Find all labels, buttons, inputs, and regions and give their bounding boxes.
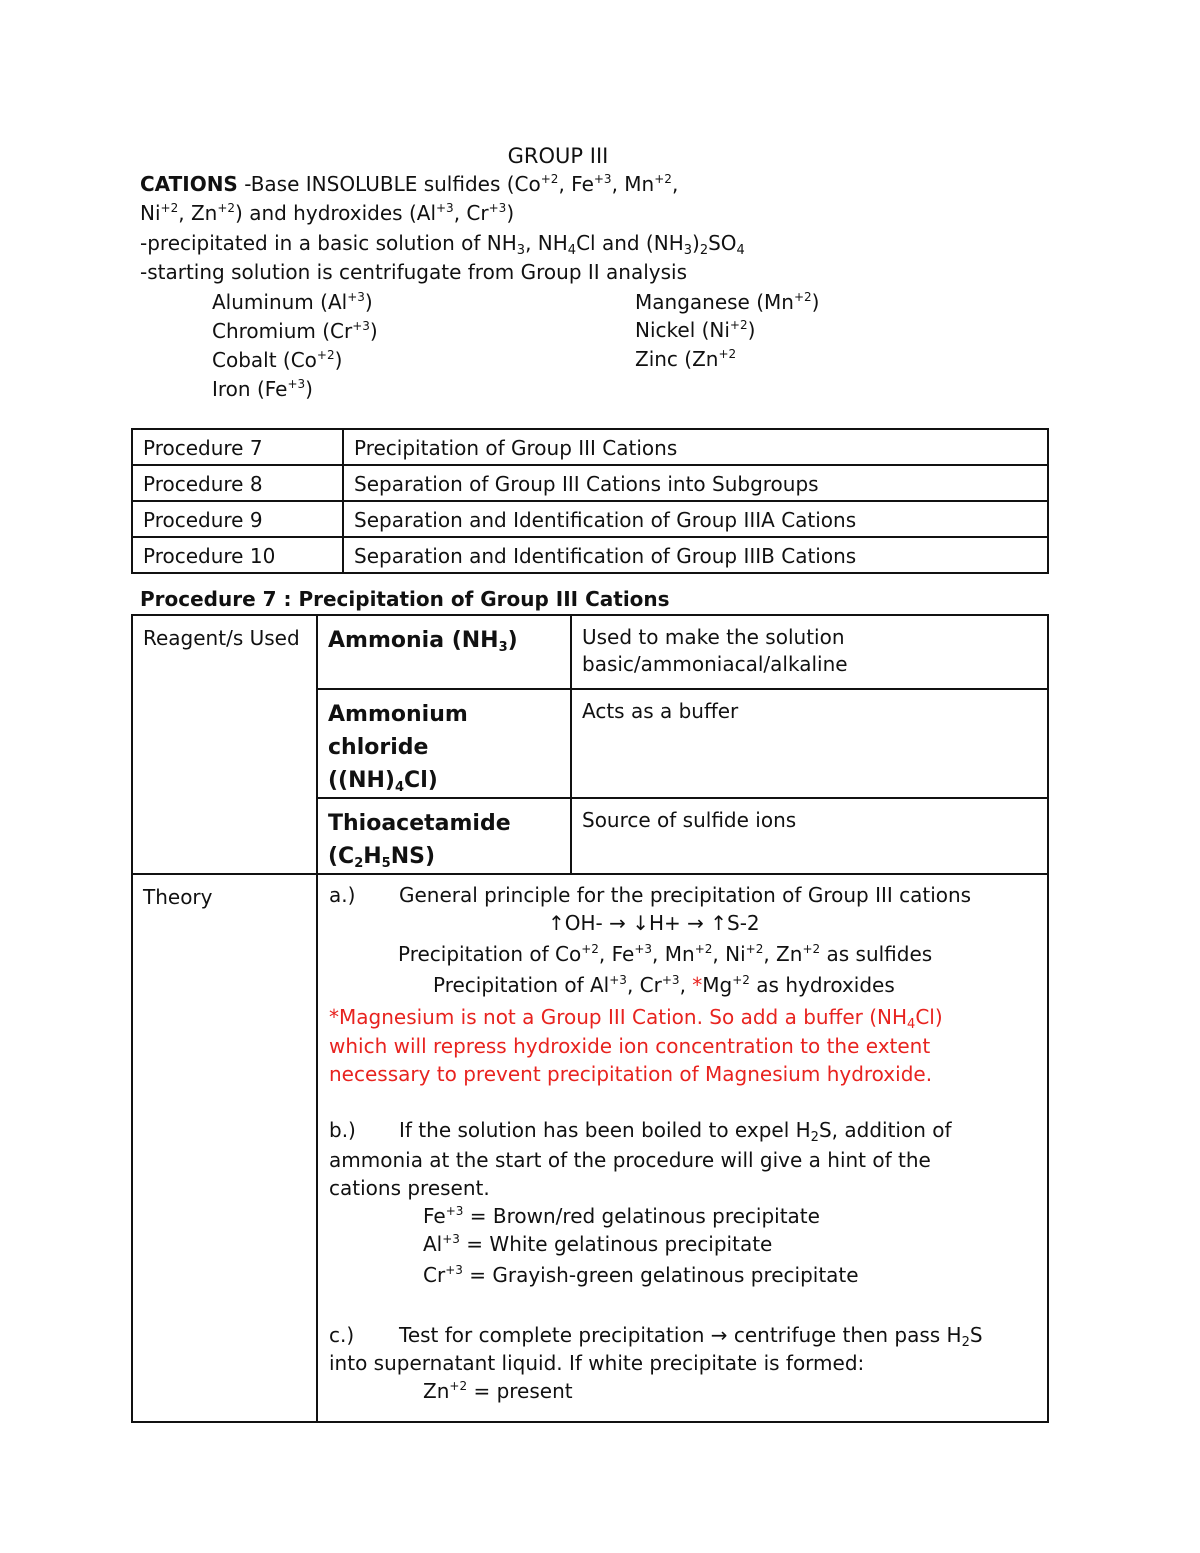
theory-c-2: into supernatant liquid. If white precipitate is formed: <box>329 1351 865 1375</box>
theory-fe: $Fe^{+3}$ = Brown/red gelatinous precipitate <box>423 1204 820 1228</box>
cation-iron: Iron $(Fe^{+3})$ <box>212 377 313 401</box>
reagent-name: Ammonium chloride $((NH)_4Cl)$ <box>317 689 571 798</box>
theory-a-arrows: ↑OH- → ↓H+ → ↑S-2 <box>548 911 760 935</box>
table-row: Procedure 7 Precipitation of Group III Cations <box>132 429 1048 465</box>
theory-a-hydroxides: Precipitation of $Al^{+3}$, $Cr^{+3}$, $*Mg^{+2}$ as hydroxides <box>433 973 895 997</box>
magnesium-note-2: which will repress hydroxide ion concentration to the extent <box>329 1034 931 1058</box>
section-title: Procedure 7 : Precipitation of Group III Cations <box>140 587 670 611</box>
cation-nickel: Nickel $(Ni^{+2})$ <box>635 318 756 342</box>
procedures-table <box>131 428 1049 574</box>
precipitated-line: -precipitated in a basic solution of $NH_3$, $NH_4Cl$ and $(NH_3)_2SO_4$ <box>140 231 745 258</box>
cations-line-1: CATIONS -Base INSOLUBLE sulfides ($Co^{+2}$, $Fe^{+3}$, $Mn^{+2}$, <box>140 172 679 196</box>
table-row <box>132 615 1048 689</box>
reagent-desc: Acts as a buffer <box>571 689 1048 798</box>
cation-zinc: Zinc ($Zn^{+2}$ <box>635 347 737 371</box>
theory-a-sulfides: Precipitation of $Co^{+2}$, $Fe^{+3}$, $Mn^{+2}$, $Ni^{+2}$, $Zn^{+2}$ as sulfides <box>398 942 933 966</box>
cations-label: CATIONS <box>140 172 238 196</box>
cation-manganese: Manganese $(Mn^{+2})$ <box>635 290 820 314</box>
table-row <box>132 874 1048 1422</box>
procedure-7-table <box>131 614 1049 1423</box>
table-row: Procedure 10 Separation and Identification of Group IIIB Cations <box>132 537 1048 573</box>
cations-line-2: $Ni^{+2}$, $Zn^{+2}$) and hydroxides ($Al^{+3}$, $Cr^{+3}$) <box>140 201 515 225</box>
theory-b: b.) If the solution has been boiled to expel $H_2S$, addition of <box>329 1118 952 1145</box>
magnesium-note-1: *Magnesium is not a Group III Cation. So add a buffer $(NH_4Cl)$ <box>329 1005 943 1032</box>
theory-label: Theory <box>132 874 317 1422</box>
theory-zn: $Zn^{+2}$ = present <box>423 1379 573 1403</box>
reagent-name: Ammonia $(NH_3)$ <box>317 615 571 689</box>
reagent-name: Thioacetamide $(C_2H_5NS)$ <box>317 798 571 874</box>
reagent-desc: Used to make the solution basic/ammoniacal/alkaline <box>571 615 1048 689</box>
theory-al: $Al^{+3}$ = White gelatinous precipitate <box>423 1232 773 1256</box>
starting-line: -starting solution is centrifugate from Group II analysis <box>140 260 688 284</box>
cation-cobalt: Cobalt $(Co^{+2})$ <box>212 348 343 372</box>
reagents-label: Reagent/s Used <box>132 615 317 874</box>
cation-chromium: Chromium $(Cr^{+3})$ <box>212 319 378 343</box>
theory-a: a.) General principle for the precipitation of Group III cations <box>329 883 972 907</box>
table-row: Procedure 8 Separation of Group III Cations into Subgroups <box>132 465 1048 501</box>
magnesium-note-3: necessary to prevent precipitation of Magnesium hydroxide. <box>329 1062 933 1086</box>
cation-aluminum: Aluminum $(Al^{+3})$ <box>212 290 373 314</box>
theory-b-3: cations present. <box>329 1176 490 1200</box>
theory-c: c.) Test for complete precipitation → centrifuge then pass $H_2S$ <box>329 1323 983 1350</box>
theory-b-2: ammonia at the start of the procedure will give a hint of the <box>329 1148 931 1172</box>
table-row: Procedure 9 Separation and Identification of Group IIIA Cations <box>132 501 1048 537</box>
reagent-desc: Source of sulfide ions <box>571 798 1048 874</box>
page-title: GROUP III <box>507 144 609 168</box>
theory-cr: $Cr^{+3}$ = Grayish-green gelatinous precipitate <box>423 1263 859 1287</box>
theory-cell <box>317 874 1048 1422</box>
